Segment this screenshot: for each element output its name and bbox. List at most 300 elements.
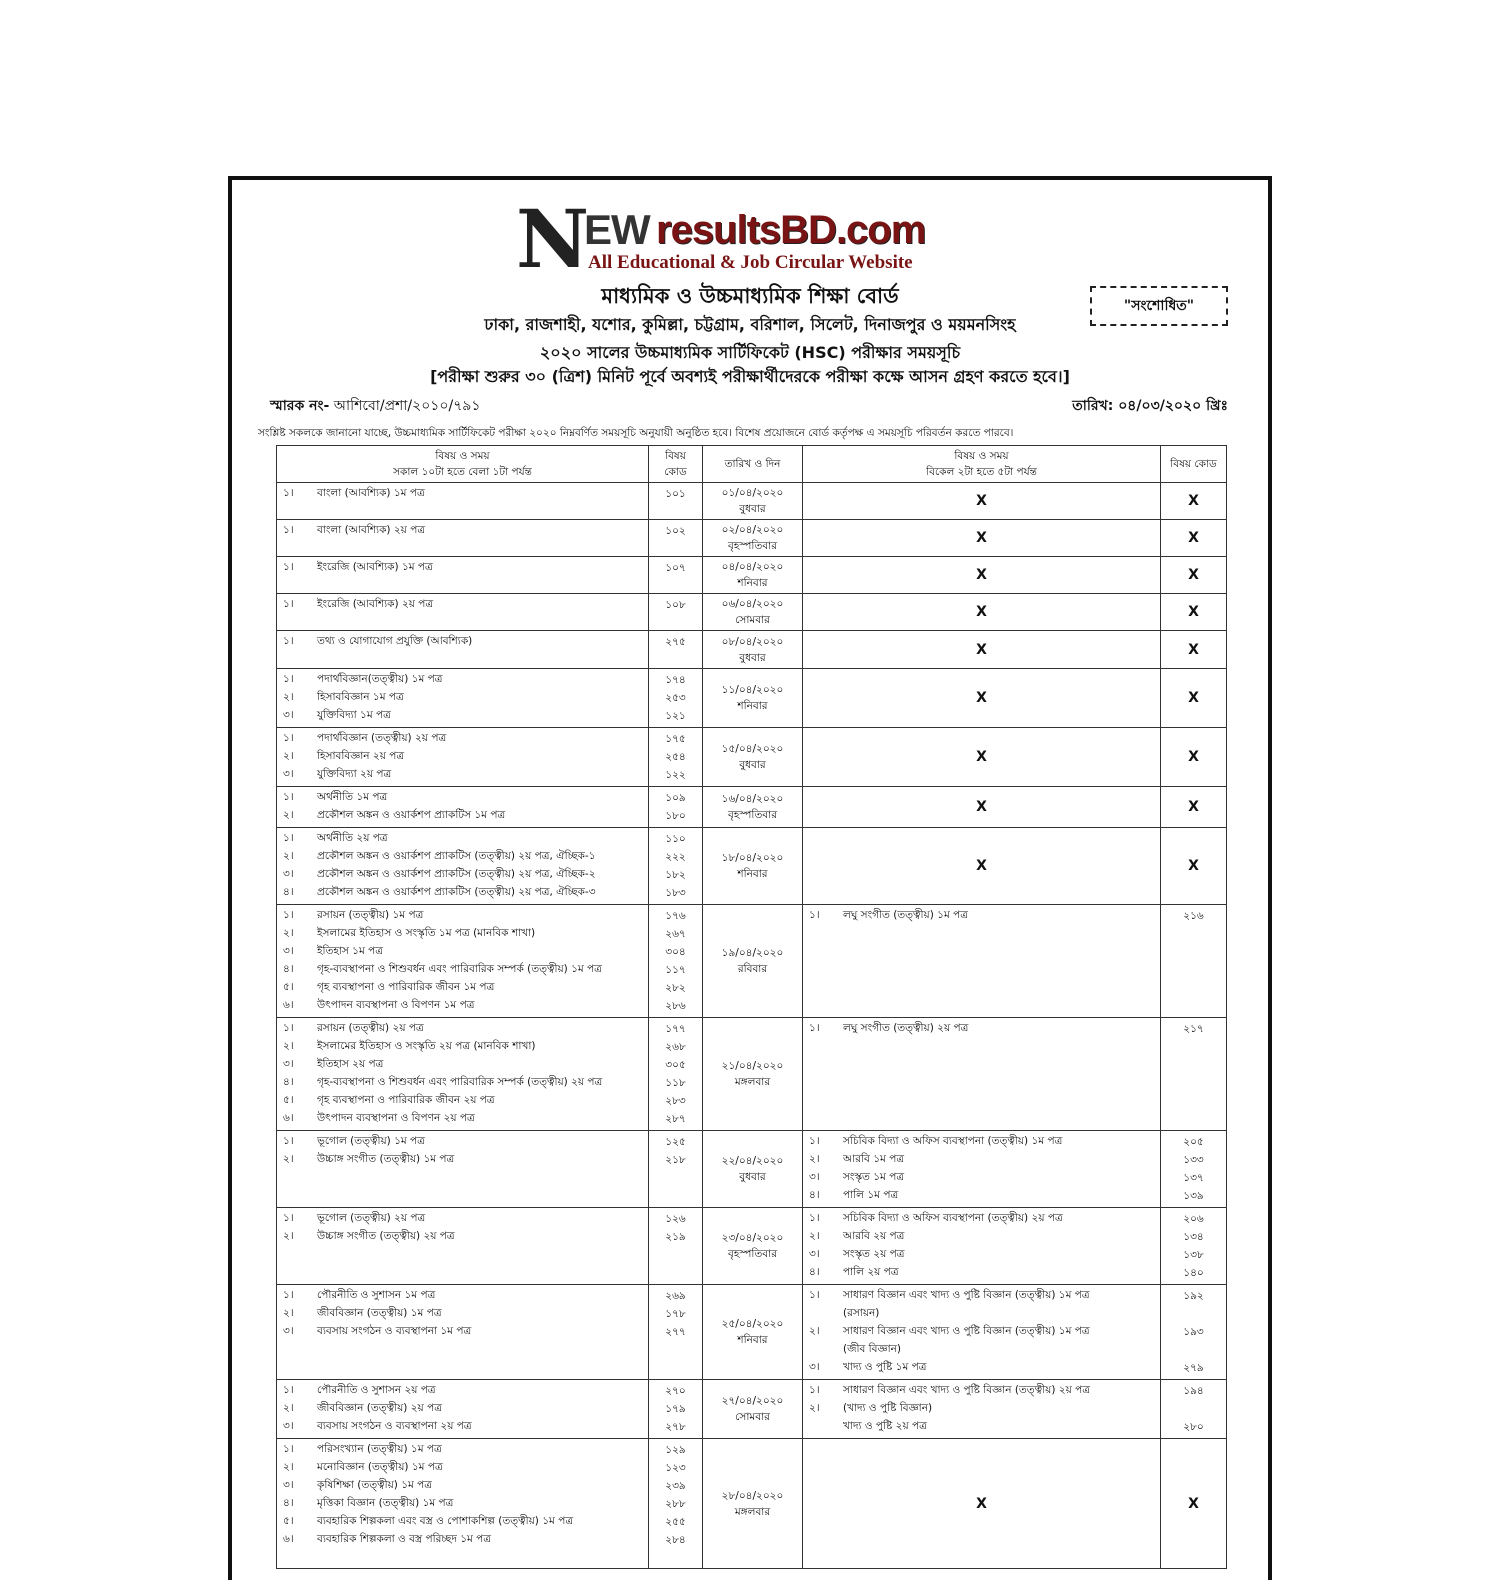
subject-number: ৩।	[283, 944, 294, 957]
subject-number: ১।	[809, 1383, 820, 1396]
code-cell	[649, 1439, 703, 1569]
subject-code: ১৭৫	[665, 733, 686, 745]
subject-line	[809, 1341, 1156, 1359]
subject-name: লঘু সংগীত (তত্ত্বীয়) ২য় পত্র	[843, 1021, 969, 1034]
subject-number: ১।	[283, 1383, 294, 1396]
date-cell	[703, 520, 803, 557]
subject-line	[283, 1151, 644, 1169]
subject-name: (খাদ্য ও পুষ্টি বিজ্ঞান)	[843, 1401, 933, 1414]
subject-line	[283, 522, 644, 540]
subject-name: পৌরনীতি ও সুশাসন ১ম পত্র	[317, 1288, 436, 1301]
subject-name: তথ্য ও যোগাযোগ প্রযুক্তি (আবশ্যিক)	[317, 634, 473, 647]
subject-line	[283, 1287, 644, 1305]
subject-code: ১১৮	[665, 1077, 686, 1089]
subject-code: ২১৭	[1183, 1023, 1204, 1035]
exam-date: ২১/০৪/২০২০	[721, 1060, 784, 1072]
subject-cell	[277, 1131, 649, 1208]
subject-name: ভূগোল (তত্ত্বীয়) ২য় পত্র	[317, 1211, 426, 1224]
code-cell	[649, 905, 703, 1018]
subject-line	[283, 1305, 644, 1323]
subject-cell	[277, 787, 649, 828]
subject-line	[809, 1133, 1156, 1151]
table-row	[277, 594, 1227, 631]
subject-line	[283, 1400, 644, 1418]
subject-line	[283, 1133, 644, 1151]
subject-number: ৩।	[283, 1478, 294, 1491]
subject-name: ইংরেজি (আবশ্যিক) ২য় পত্র	[317, 597, 434, 610]
subject-number: ৬।	[283, 1532, 294, 1545]
header-date: তারিখ ও দিন	[703, 446, 803, 483]
subject-name: ভূগোল (তত্ত্বীয়) ১ম পত্র	[317, 1134, 425, 1147]
subject-name: কৃষিশিক্ষা (তত্ত্বীয়) ১ম পত্র	[317, 1478, 433, 1491]
subject-code: ১৮০	[665, 810, 686, 822]
code-cell	[649, 728, 703, 787]
subject-line	[283, 596, 644, 614]
subject-code: ১৮৩	[665, 887, 686, 899]
exam-date: ১১/০৪/২০২০	[721, 684, 784, 696]
subject-code: ২১৯	[665, 1231, 686, 1243]
table-row	[277, 631, 1227, 669]
subject-code: ১০১	[665, 488, 686, 500]
subject-cell	[277, 631, 649, 669]
notice-sheet	[228, 176, 1272, 1580]
code-cell	[649, 1208, 703, 1285]
subject-name: সচিবিক বিদ্যা ও অফিস ব্যবস্থাপনা (তত্ত্বীয়) ১ম পত্র	[843, 1134, 1063, 1147]
subject-name: গৃহ-ব্যবস্থাপনা ও শিশুবর্ধন এবং পারিবারিক সম্পর্ক (তত্ত্বীয়) ২য় পত্র	[317, 1075, 603, 1088]
subject-number: ১।	[283, 790, 294, 803]
exam-day: শনিবার	[737, 577, 768, 589]
subject-code: ২৭৫	[665, 636, 686, 648]
subject-line	[283, 1228, 644, 1246]
subject-line	[283, 884, 644, 902]
exam-instruction: [পরীক্ষা শুরুর ৩০ (ত্রিশ) মিনিট পূর্বে অবশ্যই পরীক্ষার্থীদেরকে পরীক্ষা কক্ষে আসন গ্রহণ করতে হবে।]	[430, 367, 1070, 386]
no-exam-mark: X	[803, 594, 1161, 631]
logo-domain: resultsBD.com	[656, 208, 926, 252]
subject-code: ২৮৮	[665, 1498, 686, 1510]
subject-number: ২।	[809, 1229, 820, 1242]
date-cell	[703, 669, 803, 728]
subject-cell	[277, 1208, 649, 1285]
subject-number: ১।	[283, 597, 294, 610]
subject-line	[283, 1056, 644, 1074]
subject-name: লঘু সংগীত (তত্ত্বীয়) ১ম পত্র	[843, 908, 968, 921]
notice-date: তারিখ: ০৪/০৩/২০২০ খ্রিঃ	[1072, 398, 1228, 414]
memo-label: স্মারক নং-	[270, 398, 330, 414]
table-row	[277, 669, 1227, 728]
no-exam-mark: X	[803, 828, 1161, 905]
subject-name: প্রকৌশল অঙ্কন ও ওয়ার্কশপ প্র্যাকটিস (তত্ত্বীয়) ২য় পত্র, ঐচ্ছিক-২	[317, 867, 596, 880]
table-row	[277, 520, 1227, 557]
subject-code: ২৬৭	[665, 928, 686, 940]
subject-name: ব্যবসায় সংগঠন ও ব্যবস্থাপনা ২য় পত্র	[317, 1419, 472, 1432]
subject-name: অর্থনীতি ১ম পত্র	[317, 790, 388, 803]
no-exam-mark: X	[803, 787, 1161, 828]
table-header-row	[277, 446, 1227, 483]
exam-title: ২০২০ সালের উচ্চমাধ্যমিক সার্টিফিকেট (HSC) পরীক্ষার সময়সূচি	[539, 343, 961, 362]
subject-cell	[277, 483, 649, 520]
subject-line	[809, 1246, 1156, 1264]
subject-name: পালি ২য় পত্র	[843, 1265, 899, 1278]
date-cell	[703, 483, 803, 520]
subject-number: ১।	[809, 1211, 820, 1224]
date-cell	[703, 1439, 803, 1569]
logo-letter-n: N	[516, 192, 584, 286]
subject-name: ব্যবহারিক শিল্পকলা এবং বস্ত্র ও পোশাকশিল্প (তত্ত্বীয়) ১ম পত্র	[317, 1514, 574, 1527]
subject-number: ৫।	[283, 1514, 294, 1527]
subject-line	[283, 707, 644, 725]
subject-name: আরবি ১ম পত্র	[843, 1152, 905, 1165]
subject-number: ৪।	[809, 1188, 820, 1201]
subject-name: পদার্থবিজ্ঞান (তত্ত্বীয়) ২য় পত্র	[317, 731, 447, 744]
subject-line	[283, 1323, 644, 1341]
no-exam-code-mark: X	[1161, 1439, 1227, 1569]
date-cell	[703, 1018, 803, 1131]
subject-line	[283, 748, 644, 766]
subject-code: ১৭৬	[665, 910, 686, 922]
subject-line	[809, 1418, 1156, 1436]
subject-line	[809, 1264, 1156, 1282]
subject-number: ২।	[283, 749, 294, 762]
subject-line	[283, 1210, 644, 1228]
subject-line	[283, 848, 644, 866]
subject-name: খাদ্য ও পুষ্টি ১ম পত্র	[843, 1360, 927, 1373]
subject-number: ২।	[283, 849, 294, 862]
date-cell	[703, 828, 803, 905]
subject-name: বাংলা (আবশ্যিক) ২য় পত্র	[317, 523, 426, 536]
subject-line	[809, 1287, 1156, 1305]
header-morning	[277, 446, 649, 483]
subject-line	[809, 1210, 1156, 1228]
subject-line	[283, 997, 644, 1015]
table-row	[277, 1439, 1227, 1569]
subject-number: ১।	[283, 1288, 294, 1301]
subject-line	[283, 925, 644, 943]
subject-code: ২৬৯	[665, 1290, 686, 1302]
subject-code: ১২৫	[665, 1136, 686, 1148]
exam-date: ০১/০৪/২০২০	[721, 487, 784, 499]
subject-code: ১২৯	[665, 1444, 686, 1456]
subject-code: ২৬৮	[665, 1041, 686, 1053]
subject-name: মনোবিজ্ঞান (তত্ত্বীয়) ১ম পত্র	[317, 1460, 443, 1473]
subject-code: ১৭৭	[665, 1023, 686, 1035]
schedule-table	[276, 445, 1227, 1569]
code-cell	[1161, 1208, 1227, 1285]
no-exam-mark: X	[803, 631, 1161, 669]
code-cell	[649, 828, 703, 905]
subject-name: পালি ১ম পত্র	[843, 1188, 899, 1201]
subject-number: ২।	[283, 808, 294, 821]
subject-name: প্রকৌশল অঙ্কন ও ওয়ার্কশপ প্র্যাকটিস (তত্ত্বীয়) ২য় পত্র, ঐচ্ছিক-৩	[317, 885, 596, 898]
subject-code: ২৮৭	[665, 1113, 686, 1125]
subject-code: ২৫৪	[665, 751, 686, 763]
subject-number: ২।	[809, 1401, 820, 1414]
subject-name: হিসাববিজ্ঞান ১ম পত্র	[317, 690, 404, 703]
code-cell	[649, 557, 703, 594]
subject-line	[283, 807, 644, 825]
date-cell	[703, 594, 803, 631]
no-exam-mark: X	[803, 728, 1161, 787]
subject-line	[809, 1228, 1156, 1246]
subject-cell	[277, 557, 649, 594]
exam-day: বৃহস্পতিবার	[728, 1248, 777, 1260]
no-exam-code-mark: X	[1161, 728, 1227, 787]
subject-cell	[803, 905, 1161, 1018]
subject-line	[283, 730, 644, 748]
subject-line	[283, 1382, 644, 1400]
table-row	[277, 1131, 1227, 1208]
subject-cell	[277, 520, 649, 557]
subject-number: ৩।	[283, 1057, 294, 1070]
subject-name: জীববিজ্ঞান (তত্ত্বীয়) ২য় পত্র	[317, 1401, 442, 1414]
subject-name: বাংলা (আবশ্যিক) ১ম পত্র	[317, 486, 425, 499]
subject-line	[809, 1305, 1156, 1323]
exam-day: শনিবার	[737, 1334, 768, 1346]
header-afternoon-title: বিষয় ও সময়	[954, 450, 1009, 462]
exam-date: ০৬/০৪/২০২০	[721, 598, 784, 610]
subject-code: ৩০৪	[665, 946, 686, 958]
subject-name: ব্যবহারিক শিল্পকলা ও বস্ত্র পরিচ্ছদ ১ম পত্র	[317, 1532, 492, 1545]
subject-line	[809, 1382, 1156, 1400]
date-cell	[703, 557, 803, 594]
subject-name: ইতিহাস ২য় পত্র	[317, 1057, 384, 1070]
subject-name: পদার্থবিজ্ঞান(তত্ত্বীয়) ১ম পত্র	[317, 672, 443, 685]
table-row	[277, 1285, 1227, 1380]
subject-code: ২৭৮	[665, 1421, 686, 1433]
subject-code: ১৪০	[1183, 1267, 1204, 1279]
subject-code: ১৭৮	[665, 1308, 686, 1320]
subject-number: ২।	[283, 1401, 294, 1414]
header-morning-title: বিষয় ও সময়	[435, 450, 490, 462]
subject-number: ২।	[809, 1324, 820, 1337]
exam-day: রবিবার	[737, 963, 768, 975]
subject-line	[283, 961, 644, 979]
subject-number: ১।	[809, 908, 820, 921]
subject-number: ১।	[283, 672, 294, 685]
subject-name: পরিসংখ্যান (তত্ত্বীয়) ১ম পত্র	[317, 1442, 442, 1455]
subject-code: ১৩৪	[1183, 1231, 1204, 1243]
subject-number: ৪।	[283, 885, 294, 898]
subject-line	[283, 1513, 644, 1531]
subject-cell	[277, 669, 649, 728]
subject-code: ২৮৩	[665, 1095, 686, 1107]
subject-number: ৫।	[283, 1093, 294, 1106]
subject-line	[809, 1400, 1156, 1418]
table-row	[277, 483, 1227, 520]
code-cell	[1161, 1018, 1227, 1131]
subject-number: ৩।	[283, 1324, 294, 1337]
exam-date: ২২/০৪/২০২০	[721, 1155, 784, 1167]
code-cell	[649, 1131, 703, 1208]
date-cell	[703, 1208, 803, 1285]
exam-date: ১৮/০৪/২০২০	[721, 852, 784, 864]
subject-line	[283, 1074, 644, 1092]
table-row	[277, 1208, 1227, 1285]
subject-cell	[803, 1018, 1161, 1131]
code-cell	[649, 1018, 703, 1131]
subject-number: ৬।	[283, 1111, 294, 1124]
memo-value: আশিবো/প্রশা/২০১০/৭৯১	[333, 398, 481, 414]
subject-cell	[803, 1131, 1161, 1208]
subject-cell	[277, 1380, 649, 1439]
no-exam-code-mark: X	[1161, 557, 1227, 594]
subject-number: ১।	[283, 731, 294, 744]
no-exam-mark: X	[803, 669, 1161, 728]
subject-number: ৪।	[283, 962, 294, 975]
subject-code: ১০৯	[665, 792, 686, 804]
subject-code: ১২১	[665, 710, 686, 722]
subject-code: ২৭০	[665, 1385, 686, 1397]
subject-number: ১।	[283, 486, 294, 499]
board-regions: ঢাকা, রাজশাহী, যশোর, কুমিল্লা, চট্টগ্রাম, বরিশাল, সিলেট, দিনাজপুর ও ময়মনসিংহ	[484, 315, 1016, 334]
subject-name: গৃহ ব্যবস্থাপনা ও পারিবারিক জীবন ১ম পত্র	[317, 980, 495, 993]
subject-name: জীববিজ্ঞান (তত্ত্বীয়) ১ম পত্র	[317, 1306, 442, 1319]
subject-code: ১৩৯	[1183, 1190, 1204, 1202]
subject-number: ২।	[283, 1039, 294, 1052]
subject-line	[809, 1169, 1156, 1187]
subject-code: ১৯৪	[1183, 1385, 1204, 1397]
subject-number: ৩।	[809, 1247, 820, 1260]
subject-code	[1165, 1400, 1222, 1418]
subject-line	[283, 1477, 644, 1495]
subject-number: ২।	[809, 1152, 820, 1165]
subject-code: ২০৬	[1183, 1213, 1204, 1225]
subject-line	[283, 1110, 644, 1128]
subject-name: উচ্চাঙ্গ সংগীত (তত্ত্বীয়) ২য় পত্র	[317, 1229, 455, 1242]
code-cell	[1161, 1285, 1227, 1380]
subject-number: ১।	[283, 634, 294, 647]
subject-code: ১৭৪	[665, 674, 686, 686]
subject-code: ২১৬	[1183, 910, 1204, 922]
subject-number: ২।	[283, 1229, 294, 1242]
exam-date: ১৫/০৪/২০২০	[721, 743, 784, 755]
subject-code: ২৫৫	[665, 1516, 686, 1528]
subject-number: ১।	[283, 523, 294, 536]
subject-line	[283, 1020, 644, 1038]
subject-cell	[803, 1380, 1161, 1439]
date-cell	[703, 1285, 803, 1380]
exam-day: শনিবার	[737, 868, 768, 880]
subject-code: ১০৮	[665, 599, 686, 611]
subject-name: সংস্কৃত ২য় পত্র	[843, 1247, 905, 1260]
no-exam-code-mark: X	[1161, 483, 1227, 520]
subject-line	[283, 559, 644, 577]
exam-date: ১৬/০৪/২০২০	[721, 793, 784, 805]
no-exam-code-mark: X	[1161, 828, 1227, 905]
no-exam-mark: X	[803, 483, 1161, 520]
header-afternoon	[803, 446, 1161, 483]
subject-line	[283, 979, 644, 997]
subject-name: ব্যবসায় সংগঠন ও ব্যবস্থাপনা ১ম পত্র	[317, 1324, 472, 1337]
subject-line	[283, 766, 644, 784]
subject-cell	[803, 1208, 1161, 1285]
exam-day: সোমবার	[735, 1411, 770, 1423]
subject-code: ১৩৩	[1183, 1154, 1204, 1166]
subject-line	[809, 1151, 1156, 1169]
code-cell	[649, 1285, 703, 1380]
subject-code: ২৫৩	[665, 692, 686, 704]
subject-line	[283, 1092, 644, 1110]
code-cell	[649, 594, 703, 631]
code-cell	[649, 520, 703, 557]
revised-badge: "সংশোধিত"	[1090, 286, 1228, 326]
code-cell	[649, 1380, 703, 1439]
subject-cell	[277, 1285, 649, 1380]
board-name: মাধ্যমিক ও উচ্চমাধ্যমিক শিক্ষা বোর্ড	[601, 284, 899, 308]
code-cell	[1161, 905, 1227, 1018]
exam-date: ০৮/০৪/২০২০	[721, 635, 784, 648]
subject-number: ৫।	[283, 980, 294, 993]
table-row	[277, 728, 1227, 787]
subject-code: ১৮২	[665, 869, 686, 881]
table-row	[277, 905, 1227, 1018]
subject-name: সংস্কৃত ১ম পত্র	[843, 1170, 905, 1183]
code-cell	[649, 631, 703, 669]
subject-line	[283, 943, 644, 961]
no-exam-mark: X	[803, 520, 1161, 557]
subject-number: ৩।	[809, 1360, 820, 1373]
subject-line	[283, 830, 644, 848]
subject-line	[283, 1441, 644, 1459]
site-logo	[516, 192, 986, 286]
subject-code: ২৩৯	[665, 1480, 686, 1492]
subject-code: ২৮৬	[665, 1000, 686, 1012]
code-cell	[649, 669, 703, 728]
subject-line	[283, 671, 644, 689]
subject-line	[809, 1187, 1156, 1205]
subject-name: গৃহ ব্যবস্থাপনা ও পারিবারিক জীবন ২য় পত্র	[317, 1093, 495, 1106]
no-exam-code-mark: X	[1161, 594, 1227, 631]
subject-code	[1165, 1305, 1222, 1323]
exam-date: ০২/০৪/২০২০	[721, 524, 784, 536]
subject-number: ৪।	[809, 1265, 820, 1278]
subject-number: ১।	[809, 1134, 820, 1147]
code-cell	[649, 483, 703, 520]
header-code-2: বিষয় কোড	[1161, 446, 1227, 483]
subject-number: ১।	[809, 1021, 820, 1034]
subject-name: মৃত্তিকা বিজ্ঞান (তত্ত্বীয়) ১ম পত্র	[317, 1496, 454, 1509]
subject-number: ১।	[283, 560, 294, 573]
subject-line	[809, 1020, 1156, 1038]
subject-line	[283, 907, 644, 925]
subject-number: ১।	[283, 831, 294, 844]
exam-date: ০৪/০৪/২০২০	[721, 561, 784, 573]
subject-number: ১।	[283, 1021, 294, 1034]
table-row	[277, 1018, 1227, 1131]
subject-code: ২৭৯	[1183, 1362, 1204, 1374]
subject-name: প্রকৌশল অঙ্কন ও ওয়ার্কশপ প্র্যাকটিস ১ম পত্র	[317, 808, 506, 821]
no-exam-code-mark: X	[1161, 669, 1227, 728]
no-exam-code-mark: X	[1161, 631, 1227, 669]
subject-name: পৌরনীতি ও সুশাসন ২য় পত্র	[317, 1383, 436, 1396]
subject-number: ৩।	[809, 1170, 820, 1183]
exam-day: বৃহস্পতিবার	[728, 809, 777, 821]
header-code-1: বিষয় কোড	[649, 446, 703, 483]
subject-line	[283, 633, 644, 651]
date-cell	[703, 1131, 803, 1208]
subject-code: ১৯২	[1183, 1290, 1204, 1302]
exam-date: ১৯/০৪/২০২০	[721, 947, 784, 959]
subject-number: ৩।	[283, 1419, 294, 1432]
date-cell	[703, 1380, 803, 1439]
subject-code: ১৯৩	[1183, 1326, 1204, 1338]
subject-line	[283, 866, 644, 884]
subject-code: ২২২	[665, 851, 686, 863]
subject-name: রসায়ন (তত্ত্বীয়) ২য় পত্র	[317, 1021, 424, 1034]
subject-cell	[277, 1018, 649, 1131]
subject-code: ১২২	[665, 769, 686, 781]
date-cell	[703, 787, 803, 828]
subject-cell	[277, 905, 649, 1018]
